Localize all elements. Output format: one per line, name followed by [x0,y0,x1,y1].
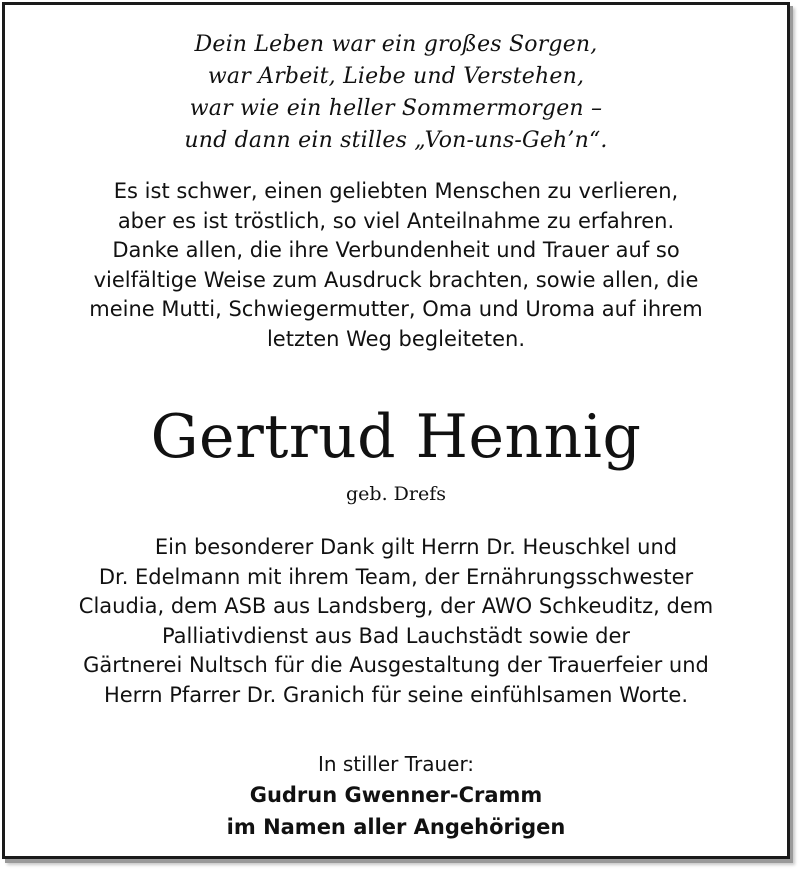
poem-line: war Arbeit, Liebe und Verstehen, [207,64,585,89]
signature-block [5,749,787,843]
poem-line: und dann ein stilles „Von-uns-Geh’n“. [184,128,608,153]
signature-name: Gudrun Gwenner-Cramm [249,783,543,807]
text-line: Claudia, dem ASB aus Landsberg, der AWO Schkeuditz, dem [78,594,714,618]
birth-name: geb. Drefs [346,483,446,505]
text-line: vielfältige Weise zum Ausdruck brachten, sowie allen, die [93,267,699,292]
obituary-frame [2,2,790,859]
text-line: aber es ist tröstlich, so viel Anteilnahme zu erfahren. [117,208,675,233]
deceased-name: Gertrud Hennig [150,402,642,472]
text-line: letzten Weg begleiteten. [266,326,526,351]
special-thanks-paragraph [5,533,787,710]
text-line: Danke allen, die ihre Verbundenheit und Trauer auf so [112,238,680,262]
signature-intro: In stiller Trauer: [317,752,475,776]
signature-family: im Namen aller Angehörigen [226,815,566,839]
poem-line: Dein Leben war ein großes Sorgen, [194,32,598,57]
text-line: Palliativdienst aus Bad Lauchstädt sowie der [161,623,631,648]
text-line: Ein besonderer Dank gilt Herrn Dr. Heuschkel und [154,535,678,559]
text-line: Herrn Pfarrer Dr. Granich für seine einfühlsamen Worte. [103,682,689,707]
text-line: Es ist schwer, einen geliebten Menschen zu verlieren, [113,179,679,203]
text-line: meine Mutti, Schwiegermutter, Oma und Uroma auf ihrem [89,297,703,321]
text-line: Dr. Edelmann mit ihrem Team, der Ernährungsschwester [98,564,694,589]
text-line: Gärtnerei Nultsch für die Ausgestaltung der Trauerfeier und [83,653,709,677]
thanks-intro-paragraph [5,177,787,354]
poem-line: war wie ein heller Sommermorgen – [189,96,603,121]
poem [5,29,787,157]
